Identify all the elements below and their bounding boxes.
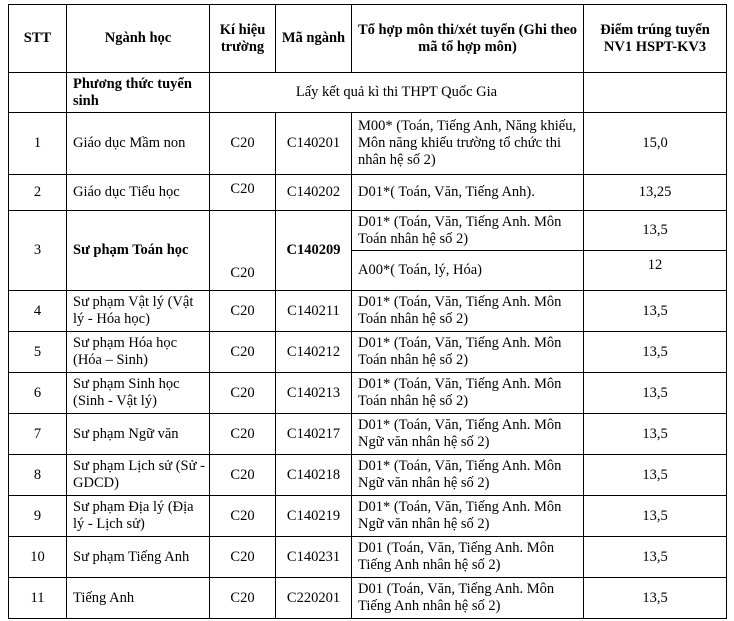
row-school-code: C20 — [210, 211, 276, 291]
row-major: Sư phạm Ngữ văn — [67, 414, 210, 455]
row-score: 13,5 — [584, 496, 727, 537]
header-row — [9, 5, 727, 73]
row-combo: D01* (Toán, Văn, Tiếng Anh. Môn Ngữ văn nhân hệ số 2) — [352, 496, 584, 537]
table-row — [9, 211, 727, 251]
row-major: Sư phạm Lịch sử (Sử - GDCD) — [67, 455, 210, 496]
row-school-code: C20 — [210, 113, 276, 175]
row-score: 13,5 — [584, 455, 727, 496]
row-major: Sư phạm Hóa học (Hóa – Sinh) — [67, 332, 210, 373]
row-major: Sư phạm Sinh học (Sinh - Vật lý) — [67, 373, 210, 414]
table-row — [9, 414, 727, 455]
method-row — [9, 73, 727, 113]
table-row — [9, 175, 727, 211]
row-score: 15,0 — [584, 113, 727, 175]
row-major-code: C140212 — [276, 332, 352, 373]
row-score: 13,5 — [584, 537, 727, 578]
row-score: 13,5 — [584, 291, 727, 332]
row-stt: 9 — [9, 496, 67, 537]
row-score: 13,5 — [584, 211, 727, 251]
row-combo: D01*( Toán, Văn, Tiếng Anh). — [352, 175, 584, 211]
row-school-code: C20 — [210, 578, 276, 619]
row-stt: 7 — [9, 414, 67, 455]
admission-score-table — [8, 4, 727, 619]
row-major: Sư phạm Địa lý (Địa lý - Lịch sử) — [67, 496, 210, 537]
row-stt: 2 — [9, 175, 67, 211]
header-major: Ngành học — [67, 5, 210, 73]
row-score-alt: 12 — [584, 251, 727, 291]
row-combo: D01* (Toán, Văn, Tiếng Anh. Môn Ngữ văn nhân hệ số 2) — [352, 455, 584, 496]
row-major: Tiếng Anh — [67, 578, 210, 619]
method-label: Phương thức tuyển sinh — [67, 73, 210, 113]
header-stt: STT — [9, 5, 67, 73]
row-major-code: C140217 — [276, 414, 352, 455]
row-stt: 1 — [9, 113, 67, 175]
row-combo: D01 (Toán, Văn, Tiếng Anh. Môn Tiếng Anh nhân hệ số 2) — [352, 537, 584, 578]
row-stt: 4 — [9, 291, 67, 332]
row-major: Giáo dục Tiểu học — [67, 175, 210, 211]
row-school-code: C20 — [210, 455, 276, 496]
row-major: Giáo dục Mầm non — [67, 113, 210, 175]
row-score: 13,5 — [584, 578, 727, 619]
row-school-code: C20 — [210, 175, 276, 211]
row-major: Sư phạm Vật lý (Vật lý - Hóa học) — [67, 291, 210, 332]
row-score: 13,5 — [584, 414, 727, 455]
row-school-code: C20 — [210, 291, 276, 332]
table-row — [9, 113, 727, 175]
row-major: Sư phạm Tiếng Anh — [67, 537, 210, 578]
row-combo: D01* (Toán, Văn, Tiếng Anh. Môn Toán nhân hệ số 2) — [352, 291, 584, 332]
row-school-code: C20 — [210, 414, 276, 455]
row-stt: 5 — [9, 332, 67, 373]
header-major-code: Mã ngành — [276, 5, 352, 73]
row-combo: D01* (Toán, Văn, Tiếng Anh. Môn Ngữ văn nhân hệ số 2) — [352, 414, 584, 455]
table-row — [9, 496, 727, 537]
row-major-code: C140209 — [276, 211, 352, 291]
row-stt: 6 — [9, 373, 67, 414]
row-score: 13,5 — [584, 373, 727, 414]
row-major-code: C140211 — [276, 291, 352, 332]
row-combo: D01 (Toán, Văn, Tiếng Anh. Môn Tiếng Anh nhân hệ số 2) — [352, 578, 584, 619]
row-major-code: C220201 — [276, 578, 352, 619]
row-school-code: C20 — [210, 537, 276, 578]
row-school-code: C20 — [210, 373, 276, 414]
table-row — [9, 578, 727, 619]
row-school-code: C20 — [210, 332, 276, 373]
row-stt: 3 — [9, 211, 67, 291]
row-combo-alt: A00*( Toán, lý, Hóa) — [352, 251, 584, 291]
table-row — [9, 455, 727, 496]
table-row — [9, 291, 727, 332]
row-stt: 8 — [9, 455, 67, 496]
header-score: Điểm trúng tuyển NV1 HSPT-KV3 — [584, 5, 727, 73]
method-value: Lấy kết quả kì thi THPT Quốc Gia — [210, 73, 584, 113]
row-combo: D01* (Toán, Văn, Tiếng Anh. Môn Toán nhân hệ số 2) — [352, 211, 584, 251]
table-row — [9, 332, 727, 373]
row-score: 13,5 — [584, 332, 727, 373]
header-school-code: Kí hiệu trường — [210, 5, 276, 73]
row-combo: D01* (Toán, Văn, Tiếng Anh. Môn Toán nhân hệ số 2) — [352, 373, 584, 414]
table-row — [9, 373, 727, 414]
row-major: Sư phạm Toán học — [67, 211, 210, 291]
row-stt: 10 — [9, 537, 67, 578]
row-major-code: C140231 — [276, 537, 352, 578]
row-combo: M00* (Toán, Tiếng Anh, Năng khiếu, Môn năng khiếu trường tổ chức thi nhân hệ số 2) — [352, 113, 584, 175]
row-major-code: C140219 — [276, 496, 352, 537]
row-major-code: C140201 — [276, 113, 352, 175]
row-school-code: C20 — [210, 496, 276, 537]
row-combo: D01* (Toán, Văn, Tiếng Anh. Môn Toán nhân hệ số 2) — [352, 332, 584, 373]
table-row — [9, 537, 727, 578]
row-stt: 11 — [9, 578, 67, 619]
row-major-code: C140202 — [276, 175, 352, 211]
row-score: 13,25 — [584, 175, 727, 211]
row-major-code: C140218 — [276, 455, 352, 496]
header-combo: Tổ hợp môn thi/xét tuyển (Ghi theo mã tổ hợp môn) — [352, 5, 584, 73]
row-major-code: C140213 — [276, 373, 352, 414]
